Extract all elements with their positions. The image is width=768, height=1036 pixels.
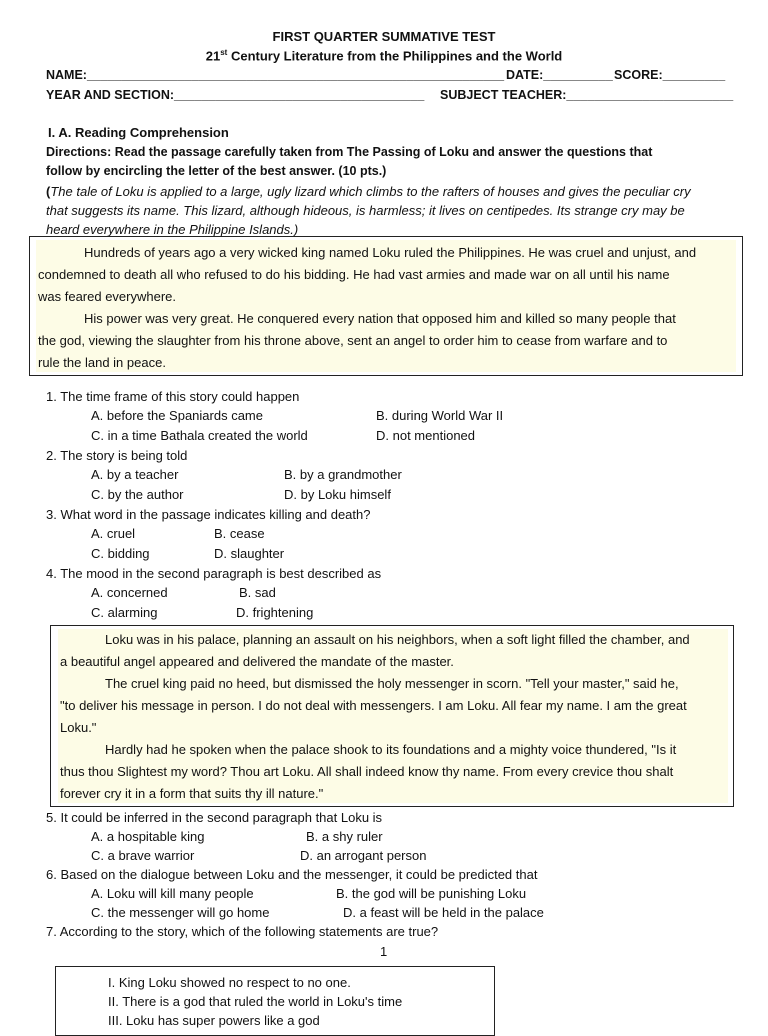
statement-3: III. Loku has super powers like a god bbox=[108, 1013, 320, 1028]
option-4b[interactable]: B. sad bbox=[239, 585, 276, 600]
option-1d[interactable]: D. not mentioned bbox=[376, 428, 476, 443]
option-5b[interactable]: B. a shy ruler bbox=[306, 829, 383, 844]
option-1a[interactable]: A. before the Spaniards came bbox=[91, 408, 263, 423]
passage-2-line: forever cry it in a form that suits thy ill nature." bbox=[60, 786, 324, 801]
subject-teacher-field-label: SUBJECT TEACHER:________________________ bbox=[440, 88, 734, 102]
option-4d[interactable]: D. frightening bbox=[236, 605, 314, 620]
option-2d[interactable]: D. by Loku himself bbox=[284, 487, 391, 502]
option-5c[interactable]: C. a brave warrior bbox=[91, 848, 195, 863]
option-2a[interactable]: A. by a teacher bbox=[91, 467, 179, 482]
passage-2-line: thus thou Slightest my word? Thou art Loku. All shall indeed know thy name. From every crevice thou shalt bbox=[60, 764, 674, 779]
option-5a[interactable]: A. a hospitable king bbox=[91, 829, 205, 844]
passage-2-line: Loku was in his palace, planning an assault on his neighbors, when a soft light filled the chamber, and bbox=[105, 632, 690, 647]
intro-line-3: heard everywhere in the Philippine Islands.) bbox=[46, 222, 299, 237]
question-1: 1. The time frame of this story could happen bbox=[46, 389, 300, 404]
option-3c[interactable]: C. bidding bbox=[91, 546, 150, 561]
option-3a[interactable]: A. cruel bbox=[91, 526, 136, 541]
intro-line-1: (The tale of Loku is applied to a large, ugly lizard which climbs to the rafters of houses and gives the peculiar cry bbox=[46, 184, 691, 199]
question-3: 3. What word in the passage indicates killing and death? bbox=[46, 507, 371, 522]
statement-2: II. There is a god that ruled the world in Loku's time bbox=[108, 994, 403, 1009]
intro-line-2: that suggests its name. This lizard, although hideous, is harmless; it lives on centipedes. Its strange cry may be bbox=[46, 203, 685, 218]
question-7: 7. According to the story, which of the following statements are true? bbox=[46, 924, 439, 939]
option-5d[interactable]: D. an arrogant person bbox=[300, 848, 427, 863]
passage-1-line: rule the land in peace. bbox=[38, 355, 166, 370]
option-3d[interactable]: D. slaughter bbox=[214, 546, 285, 561]
date-field-label: DATE:__________ bbox=[506, 68, 613, 82]
test-subtitle bbox=[0, 48, 768, 63]
statement-1: I. King Loku showed no respect to no one. bbox=[108, 975, 351, 990]
score-field-label: SCORE:_________ bbox=[614, 68, 726, 82]
passage-2-line: Hardly had he spoken when the palace shook to its foundations and a mighty voice thundered, "Is it bbox=[105, 742, 677, 757]
intro-text-1: The tale of Loku is applied to a large, ugly lizard which climbs to the rafters of houses and gives the peculiar cry bbox=[50, 184, 691, 199]
passage-2-line: The cruel king paid no heed, but dismissed the holy messenger in scorn. "Tell your master," said he, bbox=[105, 676, 679, 691]
subtitle-superscript: st bbox=[220, 48, 228, 57]
question-2: 2. The story is being told bbox=[46, 448, 188, 463]
passage-1-line: was feared everywhere. bbox=[38, 289, 177, 304]
section-heading: I. A. Reading Comprehension bbox=[48, 125, 229, 140]
subtitle-number: 21 bbox=[205, 48, 221, 64]
question-5: 5. It could be inferred in the second paragraph that Loku is bbox=[46, 810, 383, 825]
year-section-field-label: YEAR AND SECTION:____________________________________ bbox=[46, 88, 425, 102]
passage-1-line: His power was very great. He conquered every nation that opposed him and killed so many people that bbox=[84, 311, 676, 326]
passage-2-line: "to deliver his message in person. I do not deal with messengers. I am Loku. All fear my name. I am the great bbox=[60, 698, 687, 713]
option-6c[interactable]: C. the messenger will go home bbox=[91, 905, 270, 920]
directions-line-1: Directions: Read the passage carefully taken from The Passing of Loku and answer the questions that bbox=[46, 145, 653, 159]
test-title: FIRST QUARTER SUMMATIVE TEST bbox=[272, 29, 496, 44]
passage-1-line: Hundreds of years ago a very wicked king named Loku ruled the Philippines. He was cruel and unjust, and bbox=[84, 245, 697, 260]
passage-1 bbox=[38, 242, 732, 374]
option-2b[interactable]: B. by a grandmother bbox=[284, 467, 402, 482]
option-6a[interactable]: A. Loku will kill many people bbox=[91, 886, 254, 901]
passage-2-line: Loku." bbox=[60, 720, 97, 735]
option-6b[interactable]: B. the god will be punishing Loku bbox=[336, 886, 527, 901]
passage-2-line: a beautiful angel appeared and delivered the mandate of the master. bbox=[60, 654, 454, 669]
question-6: 6. Based on the dialogue between Loku and the messenger, it could be predicted that bbox=[46, 867, 538, 882]
question-4: 4. The mood in the second paragraph is best described as bbox=[46, 566, 382, 581]
option-2c[interactable]: C. by the author bbox=[91, 487, 184, 502]
option-1b[interactable]: B. during World War II bbox=[376, 408, 504, 423]
option-6d[interactable]: D. a feast will be held in the palace bbox=[343, 905, 544, 920]
passage-1-line: condemned to death all who refused to do his bidding. He had vast armies and made war on all until his name bbox=[38, 267, 670, 282]
option-1c[interactable]: C. in a time Bathala created the world bbox=[91, 428, 308, 443]
option-4c[interactable]: C. alarming bbox=[91, 605, 158, 620]
option-3b[interactable]: B. cease bbox=[214, 526, 265, 541]
name-field-label: NAME:____________________________________________________________ bbox=[46, 68, 505, 82]
directions-line-2: follow by encircling the letter of the best answer. (10 pts.) bbox=[46, 164, 387, 178]
passage-1-line: the god, viewing the slaughter from his throne above, sent an angel to order him to cease from warfare and to bbox=[38, 333, 668, 348]
passage-2 bbox=[60, 629, 724, 805]
page-number: 1 bbox=[380, 944, 388, 959]
option-4a[interactable]: A. concerned bbox=[91, 585, 168, 600]
subtitle-text: Century Literature from the Philippines and the World bbox=[227, 48, 563, 64]
